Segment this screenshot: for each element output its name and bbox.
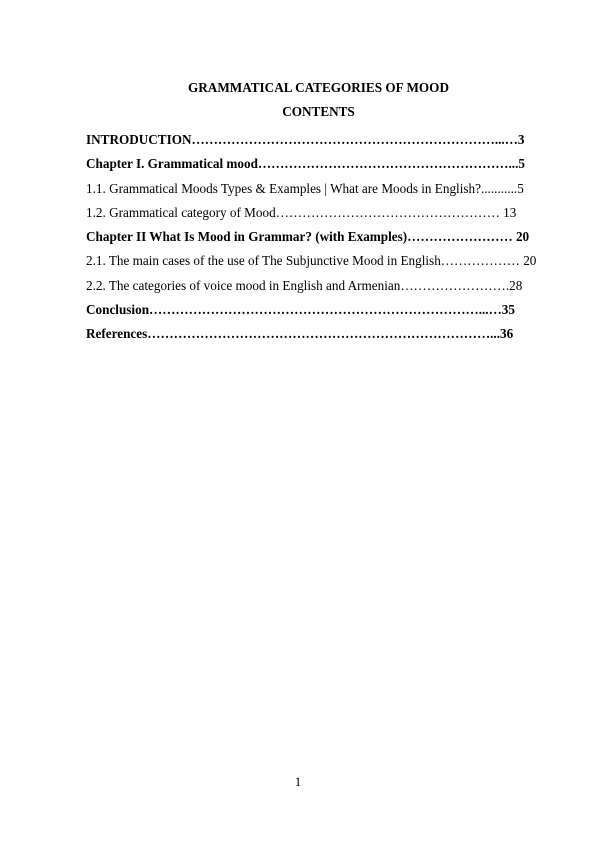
page-title: GRAMMATICAL CATEGORIES OF MOOD [188, 80, 449, 95]
contents-heading: CONTENTS [282, 104, 355, 119]
table-of-contents [86, 128, 551, 347]
toc-entry-1-1[interactable]: 1.1. Grammatical Moods Types & Examples | What are Moods in English?...........5 [86, 180, 524, 196]
toc-entry-2-2[interactable]: 2.2. The categories of voice mood in English and Armenian…………………….28 [86, 277, 523, 293]
page-number: 1 [294, 774, 302, 789]
toc-entry-2-1[interactable]: 2.1. The main cases of the use of The Subjunctive Mood in English……………… 20 [86, 253, 537, 269]
toc-entry-chapter-1[interactable]: Chapter I. Grammatical mood…………………………………………………...5 [86, 156, 525, 172]
toc-entry-conclusion[interactable]: Conclusion…………………………………………………………………...…35 [86, 302, 515, 318]
toc-entry-1-2[interactable]: 1.2. Grammatical category of Mood…………………………………………… 13 [86, 204, 517, 220]
toc-entry-references[interactable]: References……………………………………………………………………...36 [86, 326, 514, 342]
toc-entry-chapter-2[interactable]: Chapter II What Is Mood in Grammar? (with Examples)…………………… 20 [86, 229, 530, 245]
toc-entry-introduction[interactable]: INTRODUCTION……………………………………………………………...…3 [86, 132, 525, 147]
